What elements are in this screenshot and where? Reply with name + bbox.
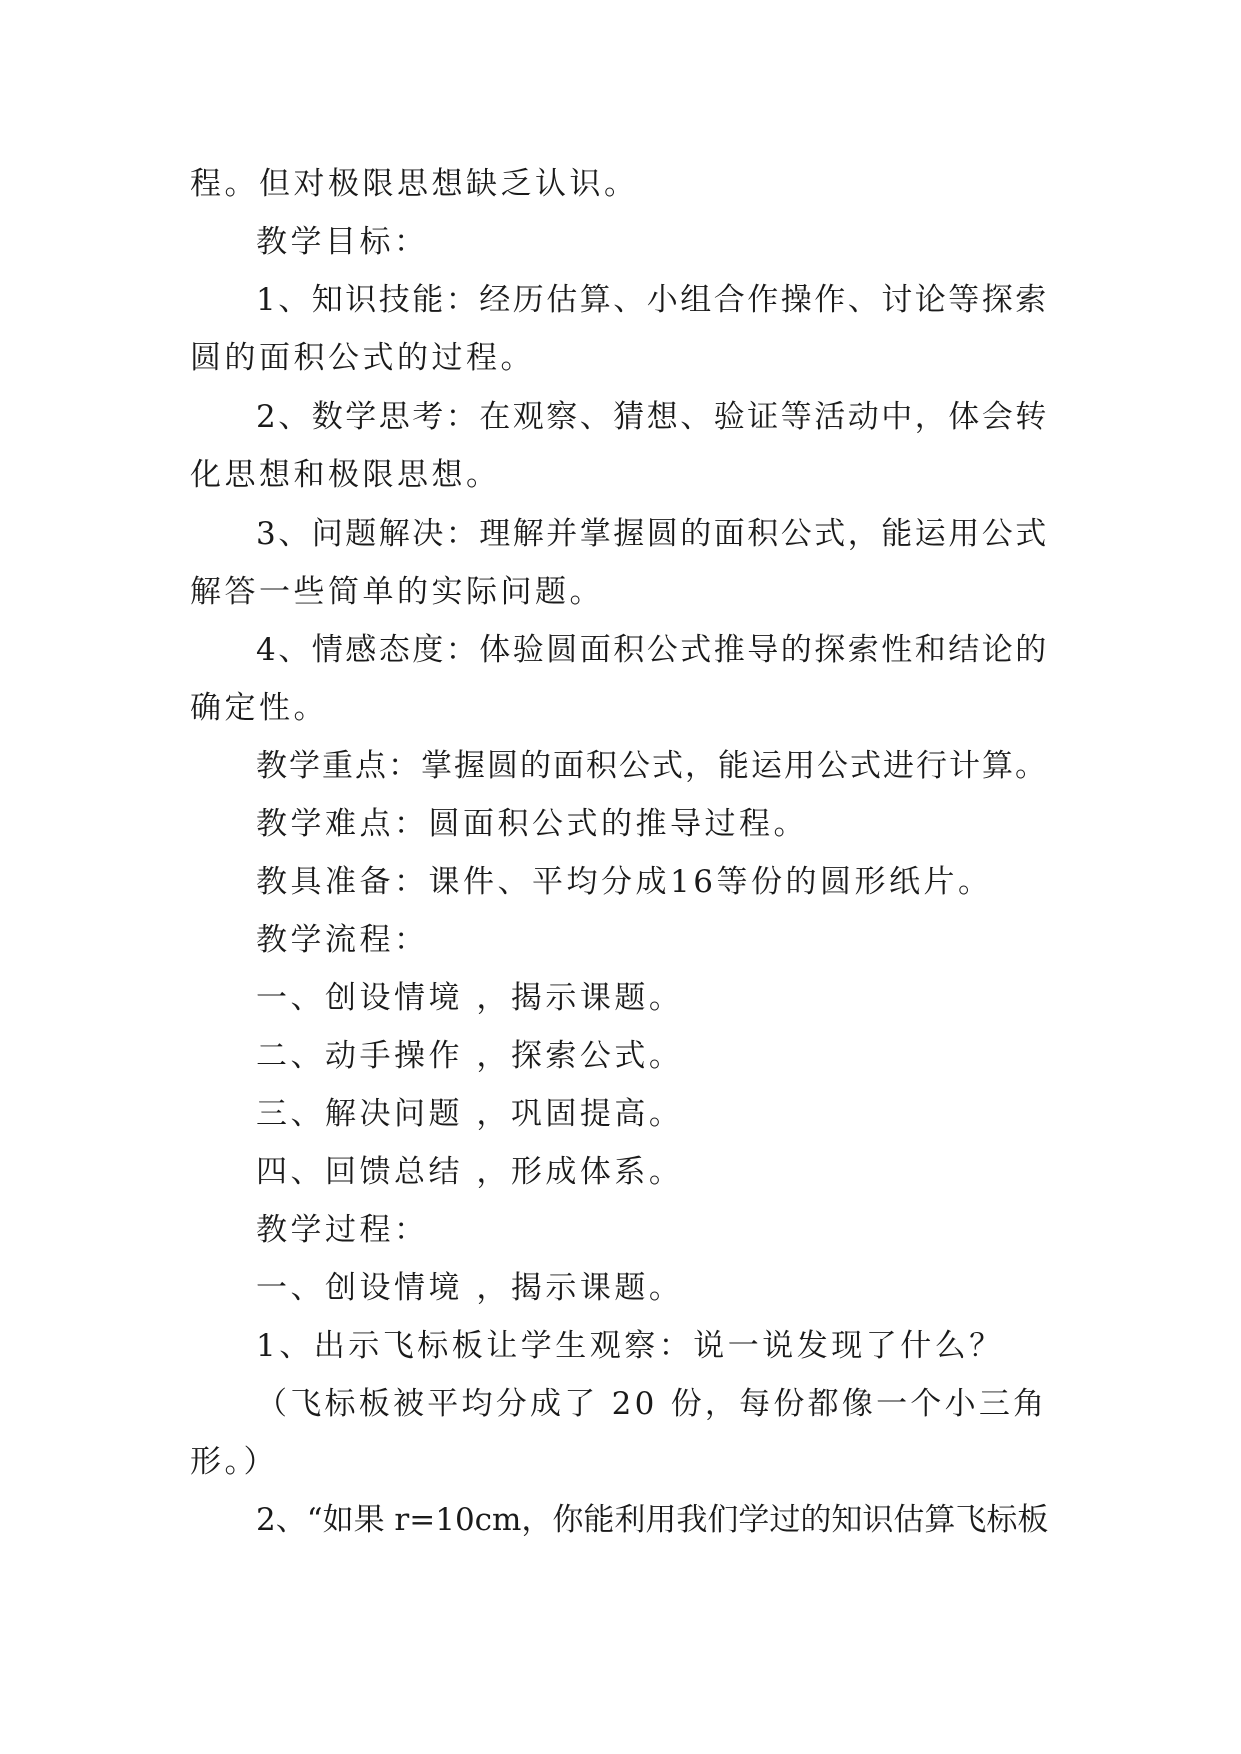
text-line: 确定性。	[190, 690, 328, 726]
text-line: 4、情感态度：体验圆面积公式推导的探索性和结论的	[256, 632, 1049, 668]
section-heading: 教学目标：	[256, 224, 429, 260]
text-line: 解答一些简单的实际问题。	[190, 574, 604, 610]
text-line: 形。）	[190, 1444, 278, 1480]
text-line: （飞标板被平均分成了 20 份，每份都像一个小三角	[256, 1386, 1048, 1422]
section-heading: 教学流程：	[256, 922, 429, 958]
list-item: 三、解决问题 ，巩固提高。	[256, 1096, 684, 1132]
list-item: 二、动手操作 ，探索公式。	[256, 1038, 684, 1074]
list-item: 一、创设情境 ，揭示课题。	[256, 980, 684, 1016]
text-line: 3、问题解决：理解并掌握圆的面积公式，能运用公式	[256, 516, 1049, 552]
text-line: 一、创设情境 ，揭示课题。	[256, 1270, 684, 1306]
text-line: 2、数学思考：在观察、猜想、验证等活动中，体会转	[256, 399, 1049, 435]
section-heading: 教学过程：	[256, 1212, 429, 1248]
text-line: 程。但对极限思想缺乏认识。	[190, 166, 639, 202]
text-line: 1、出示飞标板让学生观察：说一说发现了什么？	[256, 1328, 1004, 1364]
text-line: 化思想和极限思想。	[190, 457, 501, 493]
list-item: 四、回馈总结 ，形成体系。	[256, 1154, 684, 1190]
text-line: 教学重点：掌握圆的面积公式，能运用公式进行计算。	[256, 748, 1048, 784]
text-line: 教学难点：圆面积公式的推导过程。	[256, 806, 808, 842]
text-line: 圆的面积公式的过程。	[190, 340, 535, 376]
text-line: 1、知识技能：经历估算、小组合作操作、讨论等探索	[256, 282, 1049, 318]
text-line: 教具准备：课件、平均分成16等份的圆形纸片。	[256, 864, 993, 900]
text-line: 2、“如果 r=10cm，你能利用我们学过的知识估算飞标板	[256, 1502, 1049, 1538]
